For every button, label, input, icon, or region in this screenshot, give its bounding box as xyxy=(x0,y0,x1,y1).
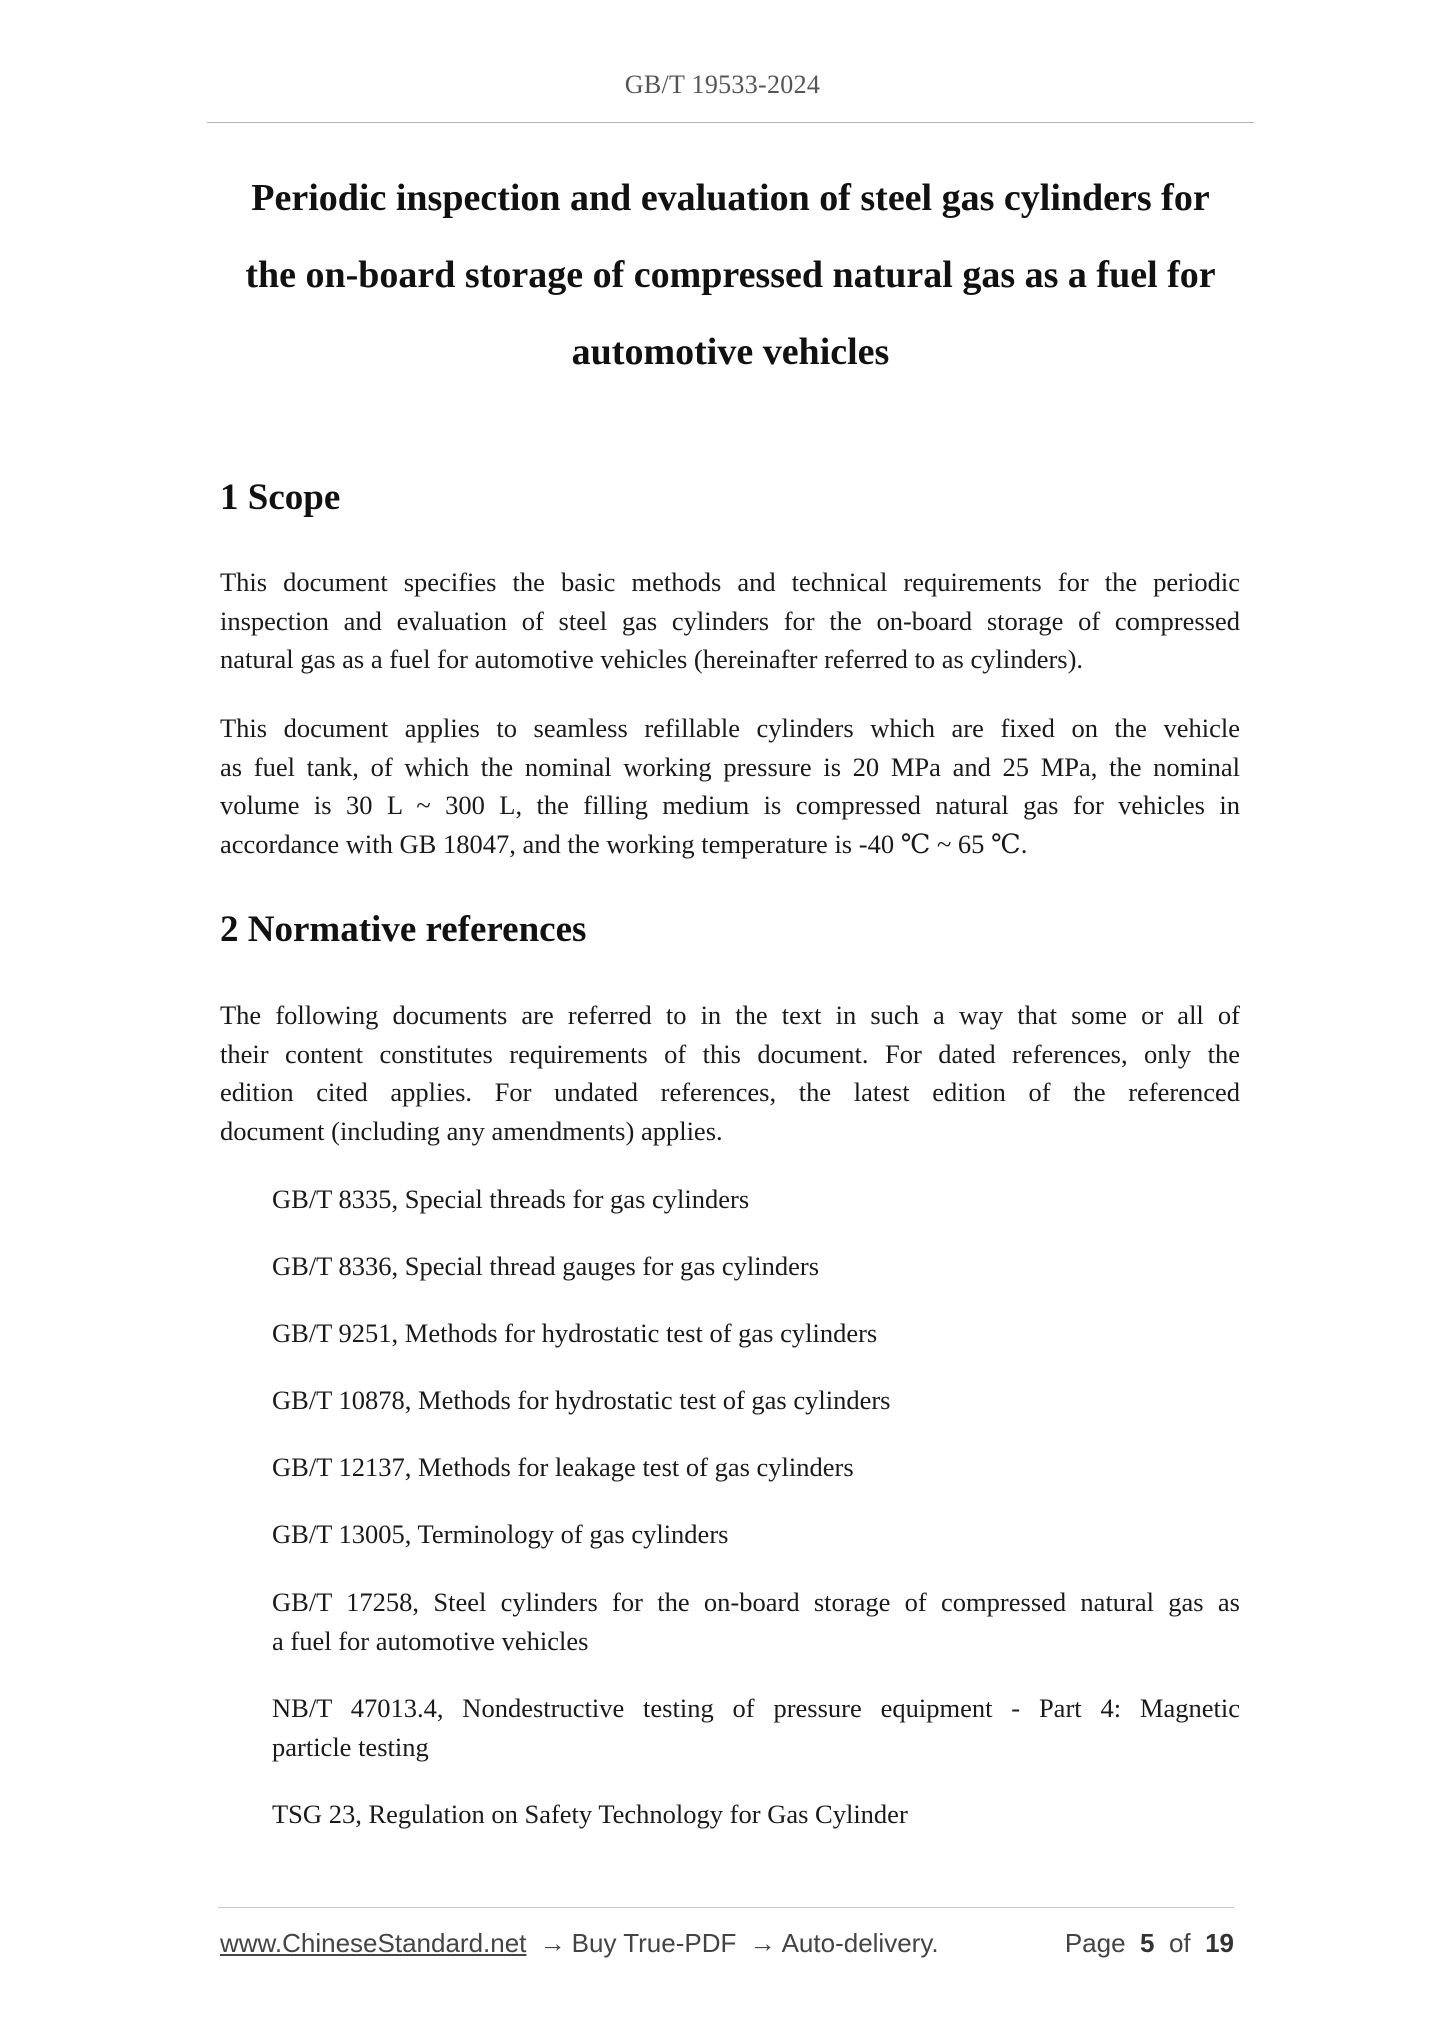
running-header: GB/T 19533-2024 xyxy=(624,70,821,99)
reference-item xyxy=(272,1689,1240,1766)
buy-true-pdf-text: Buy True-PDF xyxy=(571,1928,737,1958)
text-line: volume is 30 L ~ 300 L, the filling medium is compressed natural gas for vehicles in xyxy=(220,790,1240,820)
reference-item xyxy=(272,1795,1240,1834)
reference-item xyxy=(272,1180,1240,1219)
text-line: TSG 23, Regulation on Safety Technology for Gas Cylinder xyxy=(272,1799,908,1829)
text-line: edition cited applies. For undated references, the latest edition of the referenced xyxy=(220,1077,1240,1107)
reference-item xyxy=(272,1247,1240,1286)
text-line: document (including any amendments) applies. xyxy=(220,1115,723,1146)
text-line: GB/T 13005, Terminology of gas cylinders xyxy=(272,1519,729,1549)
reference-item xyxy=(272,1314,1240,1353)
website-link[interactable]: www.ChineseStandard.net xyxy=(220,1928,527,1958)
footer-divider xyxy=(218,1907,1234,1908)
text-line: accordance with GB 18047, and the working temperature is -40 ℃ ~ 65 ℃. xyxy=(220,828,1028,859)
text-line: GB/T 17258, Steel cylinders for the on-board storage of compressed natural gas as xyxy=(272,1587,1240,1617)
text-line: GB/T 10878, Methods for hydrostatic test of gas cylinders xyxy=(272,1385,891,1415)
header-divider xyxy=(207,122,1254,123)
page-total: 19 xyxy=(1205,1928,1234,1958)
text-line: their content constitutes requirements of this document. For dated references, only the xyxy=(220,1038,1240,1069)
of-word: of xyxy=(1168,1928,1191,1958)
reference-item xyxy=(272,1515,1240,1554)
text-line: GB/T 8336, Special thread gauges for gas cylinders xyxy=(272,1251,820,1281)
text-line: The following documents are referred to in the text in such a way that some or all of xyxy=(220,1000,1240,1030)
section-heading-normative-references: 2 Normative references xyxy=(220,909,587,950)
title-line-3: automotive vehicles xyxy=(571,331,890,373)
text-line: GB/T 9251, Methods for hydrostatic test of gas cylinders xyxy=(272,1318,878,1348)
reference-item xyxy=(272,1583,1240,1660)
normative-references-paragraph xyxy=(220,996,1240,1150)
page-number: 5 xyxy=(1140,1928,1155,1958)
document-title xyxy=(207,160,1254,391)
text-line: inspection and evaluation of steel gas cylinders for the on-board storage of compressed xyxy=(220,605,1240,636)
text-line: natural gas as a fuel for automotive vehicles (hereinafter referred to as cylinders). xyxy=(220,644,1084,674)
arrow-right-icon: → xyxy=(749,1928,776,1958)
scope-paragraph-2 xyxy=(220,709,1240,863)
title-line-2: the on-board storage of compressed natural gas as a fuel for xyxy=(245,254,1216,296)
page-indicator xyxy=(1065,1928,1234,1959)
text-line: This document specifies the basic methods and technical requirements for the periodic xyxy=(220,567,1240,597)
footer-promo xyxy=(220,1928,939,1959)
reference-item xyxy=(272,1381,1240,1420)
auto-delivery-text: Auto-delivery. xyxy=(781,1928,939,1958)
scope-paragraph-1 xyxy=(220,563,1240,679)
text-line: as fuel tank, of which the nominal working pressure is 20 MPa and 25 MPa, the nominal xyxy=(220,751,1240,782)
arrow-right-icon: → xyxy=(539,1928,566,1958)
text-line: NB/T 47013.4, Nondestructive testing of pressure equipment - Part 4: Magnetic xyxy=(272,1693,1240,1723)
title-line-1: Periodic inspection and evaluation of steel gas cylinders for xyxy=(251,177,1210,219)
reference-item xyxy=(272,1448,1240,1487)
section-heading-scope: 1 Scope xyxy=(220,477,341,518)
page-word: Page xyxy=(1064,1928,1126,1958)
text-line: This document applies to seamless refillable cylinders which are fixed on the vehicle xyxy=(220,713,1240,743)
text-line: a fuel for automotive vehicles xyxy=(272,1625,589,1656)
text-line: GB/T 8335, Special threads for gas cylinders xyxy=(272,1184,750,1214)
text-line: particle testing xyxy=(272,1731,429,1762)
page-footer xyxy=(220,1928,1234,1964)
text-line: GB/T 12137, Methods for leakage test of gas cylinders xyxy=(272,1452,854,1482)
